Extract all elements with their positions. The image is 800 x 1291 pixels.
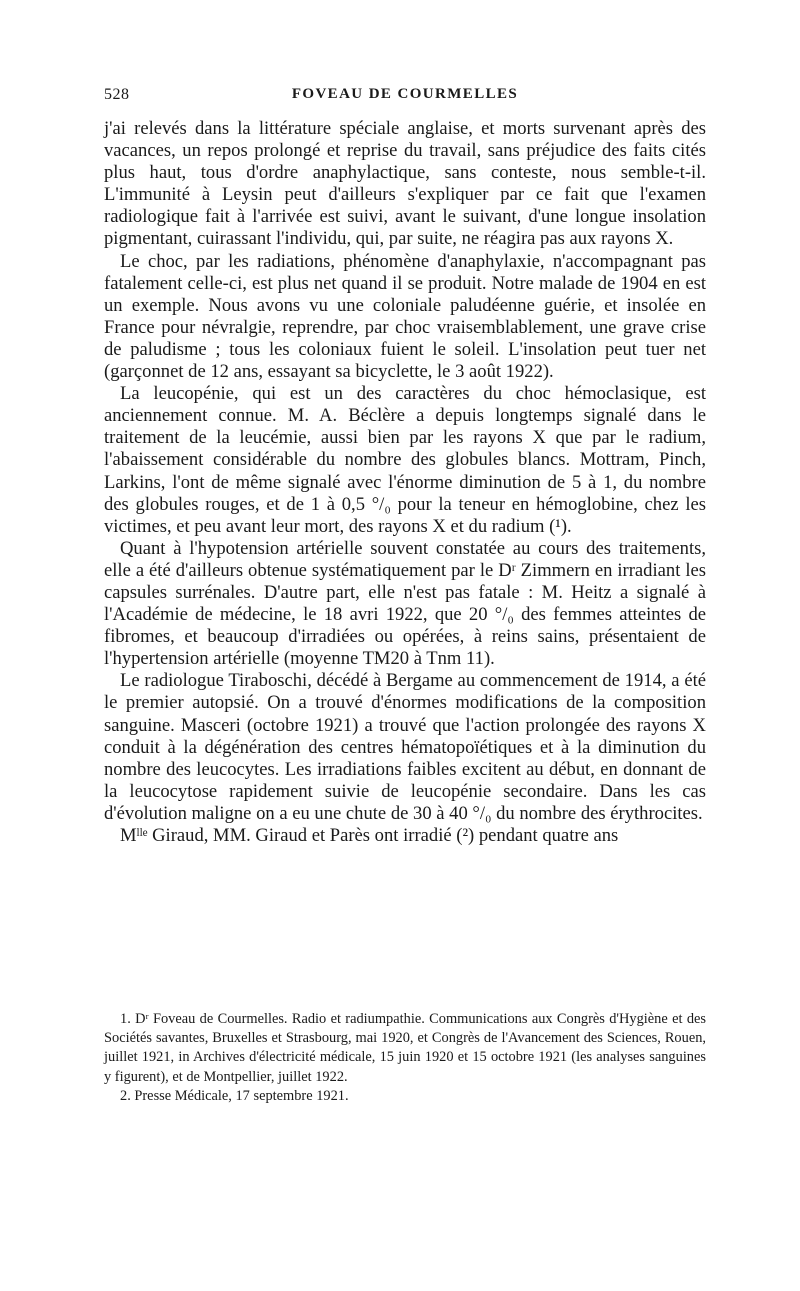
paragraph-2: Le choc, par les radiations, phénomène d'anaphylaxie, n'accompagnant pas fatalement celle-ci, est plus net quand il se produit. Notre malade de 1904 en est un exemple. Nous avons vu une coloniale paludéenne guérie, et insolée en France pour névralgie, reprendre, par choc vraisemblablement, une grave crise de paludisme ; tous les coloniaux fuient le soleil. L'insolation peut tuer net (garçonnet de 12 ans, essayant sa bicyclette, le 3 août 1922). bbox=[104, 250, 706, 383]
paragraph-6: Mˡˡᵉ Giraud, MM. Giraud et Parès ont irradié (²) pendant quatre ans bbox=[120, 825, 619, 846]
paragraph-5: Le radiologue Tiraboschi, décédé à Bergame au commencement de 1914, a été le premier autopsié. On a trouvé d'énormes modifications de la composition sanguine. Masceri (octobre 1921) a trouvé que l'action prolongée des rayons X conduit à la dégénération des centres hématopoïétiques et à la diminution du nombre des leucocytes. Les irradiations faibles excitent au début, en donnant de la leucocytose rapidement suivie de leucopénie secondaire. Dans les cas d'évolution maligne on a eu une chute de 30 à 40 °/₀ du nombre des érythrocites. bbox=[104, 670, 706, 824]
footnotes bbox=[104, 1010, 706, 1106]
paragraph-3: La leucopénie, qui est un des caractères du choc hémoclasique, est anciennement connue. M. A. Béclère a depuis longtemps signalé dans le traitement de la leucémie, aussi bien par les rayons X que par le radium, l'abaissement considérable du nombre des globules blancs. Mottram, Pinch, Larkins, l'ont de même signalé avec l'énorme diminution de 5 à 1, du nombre des globules rouges, et de 1 à 0,5 °/₀ pour la teneur en hémoglobine, chez les victimes, et peu avant leur mort, des rayons X et du radium (¹). bbox=[104, 383, 706, 537]
paragraph-1: j'ai relevés dans la littérature spéciale anglaise, et morts survenant après des vacances, un repos prolongé et reprise du travail, sans préjudice des faits cités plus haut, tous d'ordre anaphylactique, sans conteste, nous semble-t-il. L'immunité à Leysin peut d'ailleurs s'expliquer par ce fait que l'examen radiologique fait à l'arrivée est suivi, avant le suivant, d'une longue insolation pigmentant, cuirassant l'individu, qui, par suite, ne réagira pas aux rayons X. bbox=[104, 118, 706, 250]
footnote-2: 2. Presse Médicale, 17 septembre 1921. bbox=[120, 1087, 349, 1104]
page-header bbox=[104, 86, 706, 112]
footnote-1: 1. Dʳ Foveau de Courmelles. Radio et radiumpathie. Communications aux Congrès d'Hygiène et des Sociétés savantes, Bruxelles et Strasbourg, mai 1920, et Congrès de l'Avancement des Sciences, Rouen, juillet 1921, in Archives d'électricité médicale, 15 juin 1920 et 15 octobre 1921 (les analyses sanguines y figurent), et de Montpellier, juillet 1922. bbox=[104, 1011, 706, 1085]
body-text bbox=[104, 118, 706, 847]
page-number: 528 bbox=[104, 86, 130, 103]
running-head: FOVEAU DE COURMELLES bbox=[291, 86, 519, 102]
paragraph-4: Quant à l'hypotension artérielle souvent constatée au cours des traitements, elle a été d'ailleurs obtenue systématiquement par le Dʳ Zimmern en irradiant les capsules surrénales. D'autre part, elle n'est pas fatale : M. Heitz a signalé à l'Académie de médecine, le 18 avri 1922, que 20 °/₀ des femmes atteintes de fibromes, et beaucoup d'irradiées ou opérées, à reins sains, présentaient de l'hypertension artérielle (moyenne TM20 à Tnm 11). bbox=[104, 537, 706, 670]
